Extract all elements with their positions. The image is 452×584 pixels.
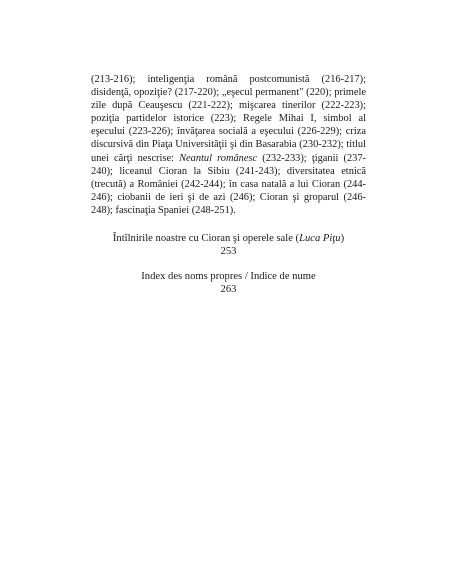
paragraph-text-part-2: (232-233); ţiganii (237-240); liceanul Cioran la Sibiu (241-243); diversitatea etnică (trecută) a României (242-244); în casa natală a lui Cioran (244-246); ciobanii de ieri şi de azi (246); Cioran şi groparul (246-248); fascinaţia Spaniei (248-251).: [91, 152, 366, 216]
entry-author-name: Luca Piţu: [299, 233, 341, 244]
toc-entry-page-number: 263: [220, 284, 237, 295]
entry-title-text: Întîlnirile noastre cu Cioran şi operele sale (: [112, 233, 300, 244]
paragraph-text-part-1: (213-216); inteligenţia română postcomunistă (216-217); disidenţă, opoziţie? (217-220); „eşecul permanent" (220); primele zile după Ceauşescu (221-222); mişcarea tinerilor (222-223); poziţia partidelor istorice (223); Regele Mihai I, simbol al eşecului (223-226); învăţarea socială a eşecului (226-229); criza discursivă din Piaţa Universităţii şi din Basarabia (230-232); titlul unei cărţi nescrise:: [91, 74, 366, 164]
toc-entry-encounters: [91, 232, 366, 258]
italic-book-title: Neantul românesc: [179, 152, 258, 164]
toc-entry-page-number: 253: [220, 246, 237, 257]
contents-paragraph: [91, 73, 366, 217]
entry-title-close: ): [340, 233, 345, 244]
toc-entry-title: [91, 232, 366, 245]
toc-entry-index: [91, 270, 366, 296]
toc-entry-title: Index des noms propres / Indice de nume: [141, 271, 316, 282]
